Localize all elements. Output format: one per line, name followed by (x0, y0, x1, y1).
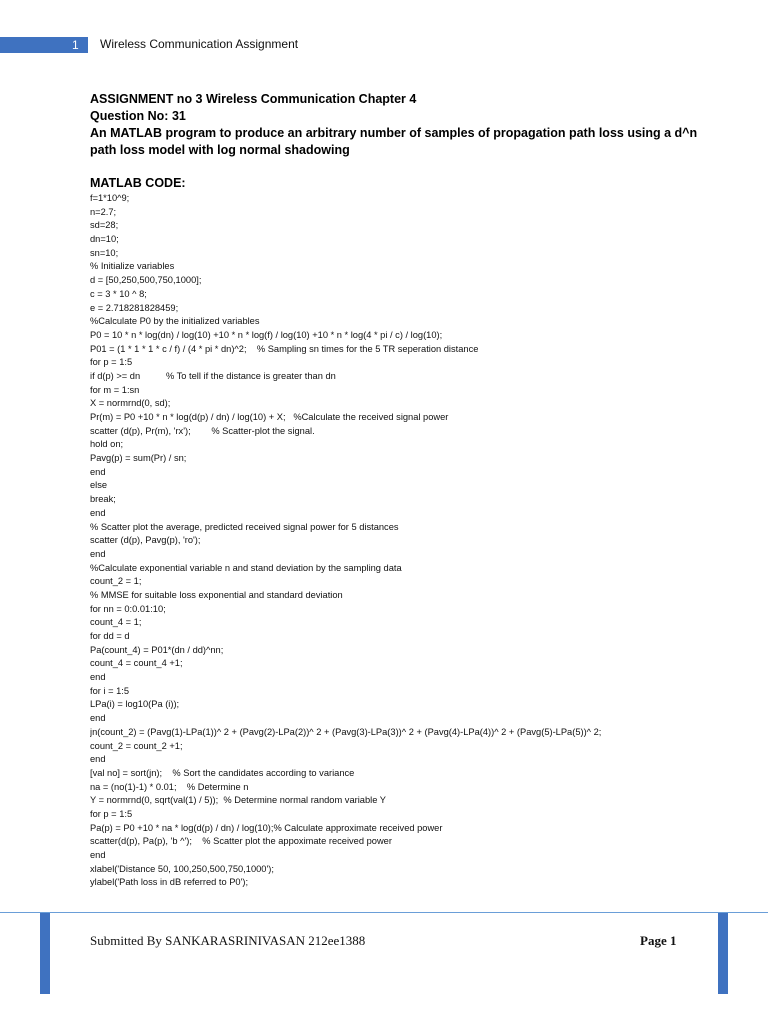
question-text-line2: path loss model with log normal shadowing (90, 143, 350, 157)
code-line: dn=10; (90, 234, 119, 245)
code-line: % MMSE for suitable loss exponential and standard deviation (90, 589, 343, 600)
code-line: Y = normrnd(0, sqrt(val(1) / 5)); % Determine normal random variable Y (90, 795, 386, 806)
code-line: end (90, 713, 106, 724)
code-line: sd=28; (90, 220, 119, 231)
code-line: else (90, 480, 108, 491)
code-line: for p = 1:5 (90, 357, 133, 368)
code-line: P0 = 10 * n * log(dn) / log(10) +10 * n * log(f) / log(10) +10 * n * log(4 * pi / c) / log(10); (90, 329, 443, 340)
code-section-title: MATLAB CODE: (90, 176, 186, 190)
code-line: xlabel('Distance 50, 100,250,500,750,1000'); (90, 863, 274, 874)
code-line: hold on; (90, 439, 124, 450)
code-line: end (90, 672, 106, 683)
code-line: count_4 = count_4 +1; (90, 658, 183, 669)
footer-right-accent (718, 913, 728, 994)
code-line: P01 = (1 * 1 * 1 * c / f) / (4 * pi * dn)^2; % Sampling sn times for the 5 TR seperation distance (90, 343, 479, 354)
code-line: %Calculate exponential variable n and stand deviation by the sampling data (90, 562, 402, 573)
footer-divider (0, 912, 768, 913)
matlab-code-block (90, 192, 730, 890)
code-line: Pa(p) = P0 +10 * na * log(d(p) / dn) / log(10);% Calculate approximate received power (90, 822, 443, 833)
code-line: end (90, 466, 106, 477)
code-line: end (90, 754, 106, 765)
code-line: n=2.7; (90, 206, 117, 217)
code-line: for p = 1:5 (90, 808, 133, 819)
code-line: count_4 = 1; (90, 617, 142, 628)
code-line: end (90, 850, 106, 860)
code-line: %Calculate P0 by the initialized variables (90, 316, 260, 327)
question-number: Question No: 31 (90, 109, 186, 123)
code-line: end (90, 507, 106, 518)
code-line: for nn = 0:0.01:10; (90, 603, 166, 614)
assignment-heading: ASSIGNMENT no 3 Wireless Communication Chapter 4 (90, 92, 417, 106)
code-line: sn=10; (90, 247, 119, 258)
footer-page-number: Page 1 (640, 933, 677, 948)
code-line: % Scatter plot the average, predicted received signal power for 5 distances (90, 521, 399, 532)
code-line: LPa(i) = log10(Pa (i)); (90, 699, 180, 710)
code-line: scatter (d(p), Pavg(p), 'ro'); (90, 535, 201, 546)
code-line: f=1*10^9; (90, 193, 130, 203)
code-line: for dd = d (90, 631, 130, 641)
code-line: Pr(m) = P0 +10 * n * log(d(p) / dn) / log(10) + X; %Calculate the received signal power (90, 412, 449, 422)
code-line: % Initialize variables (90, 261, 175, 272)
code-line: c = 3 * 10 ^ 8; (90, 288, 147, 299)
code-line: for m = 1:sn (90, 384, 140, 395)
code-line: scatter (d(p), Pr(m), 'rx'); % Scatter-plot the signal. (90, 425, 315, 436)
code-line: count_2 = count_2 +1; (90, 740, 183, 751)
code-line: na = (no(1)-1) * 0.01; % Determine n (90, 781, 249, 792)
header-title: Wireless Communication Assignment (100, 37, 299, 51)
code-line: break; (90, 494, 116, 505)
code-line: ylabel('Path loss in dB referred to P0'); (90, 877, 249, 888)
footer-left-accent (40, 913, 50, 994)
code-line: Pavg(p) = sum(Pr) / sn; (90, 453, 187, 464)
code-line: e = 2.718281828459; (90, 302, 179, 313)
code-line: end (90, 548, 106, 559)
header-page-number: 1 (72, 38, 79, 52)
code-line: Pa(count_4) = P01*(dn / dd)^nn; (90, 644, 224, 655)
code-line: count_2 = 1; (90, 576, 142, 587)
code-line: scatter(d(p), Pa(p), 'b ^'); % Scatter plot the appoximate received power (90, 836, 392, 847)
code-line: jn(count_2) = (Pavg(1)-LPa(1))^ 2 + (Pavg(2)-LPa(2))^ 2 + (Pavg(3)-LPa(3))^ 2 + (Pavg(4)-LPa(4))^ 2 + (Pavg(5)-LPa(5))^ 2; (90, 726, 602, 737)
question-text-line1: An MATLAB program to produce an arbitrary number of samples of propagation path loss using a d^n (90, 126, 698, 140)
code-line: for i = 1:5 (90, 685, 130, 696)
code-line: [val no] = sort(jn); % Sort the candidates according to variance (90, 767, 355, 778)
code-line: X = normrnd(0, sd); (90, 398, 171, 409)
code-line: d = [50,250,500,750,1000]; (90, 275, 202, 286)
code-line: if d(p) >= dn % To tell if the distance is greater than dn (90, 370, 336, 381)
footer-submitted-by: Submitted By SANKARASRINIVASAN 212ee1388 (90, 933, 366, 948)
